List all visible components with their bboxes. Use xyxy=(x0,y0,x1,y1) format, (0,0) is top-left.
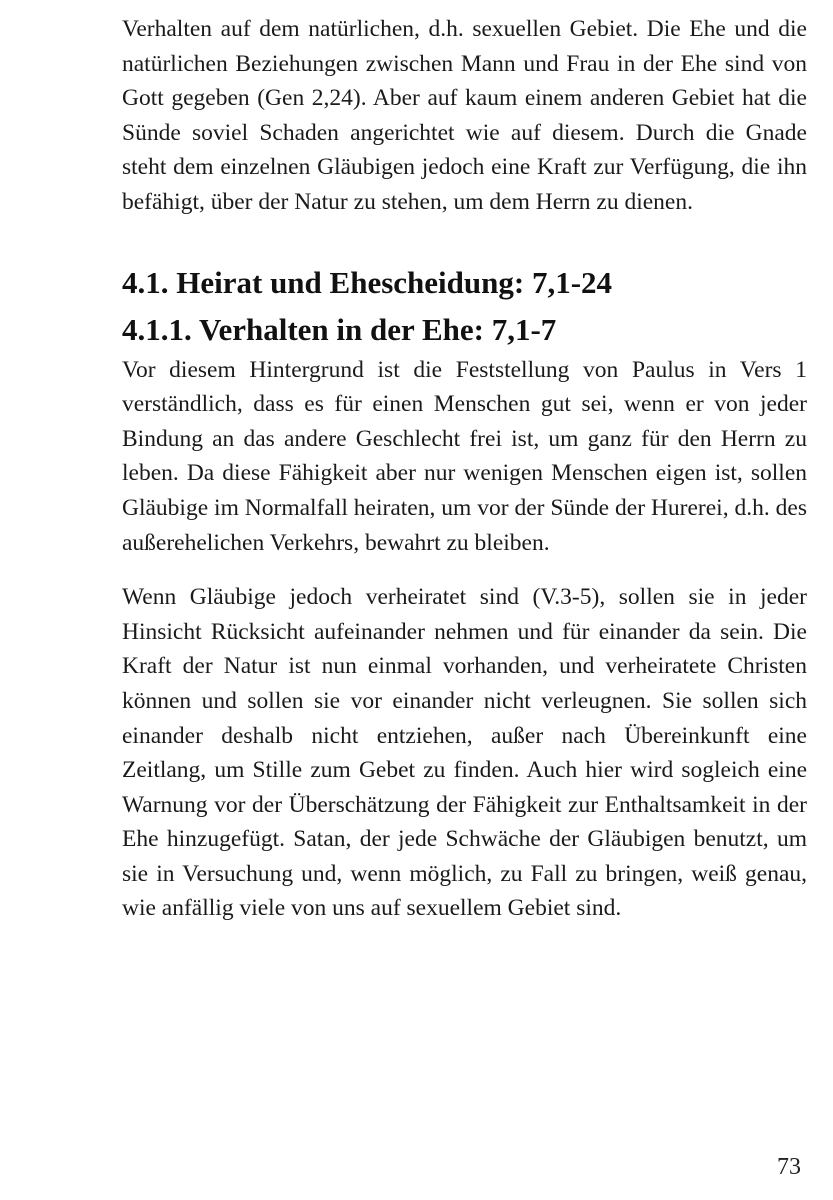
page-body xyxy=(122,12,807,926)
paragraph-2: Wenn Gläubige jedoch verheiratet sind (V.3-5), sollen sie in jeder Hinsicht Rücksicht aufeinander nehmen und für einander da sein. Die Kraft der Natur ist nun einmal vorhanden, und verheiratete Christen können und sollen sie vor einander nicht verleugnen. Sie sollen sich einander deshalb nicht entziehen, außer nach Übereinkunft eine Zeitlang, um Stille zum Gebet zu finden. Auch hier wird sogleich eine Warnung vor der Überschätzung der Fähigkeit zur Enthaltsamkeit in der Ehe hinzugefügt. Satan, der jede Schwäche der Gläubigen benutzt, um sie in Versuchung und, wenn möglich, zu Fall zu bringen, weiß genau, wie anfällig viele von uns auf sexuellem Gebiet sind. xyxy=(122,584,807,922)
subsection-heading: 4.1.1. Verhalten in der Ehe: 7,1-7 xyxy=(122,311,557,347)
paragraph-intro: Verhalten auf dem natürlichen, d.h. sexuellen Gebiet. Die Ehe und die natürlichen Beziehungen zwischen Mann und Frau in der Ehe sind von Gott gegeben (Gen 2,24). Aber auf kaum einem anderen Gebiet hat die Sünde soviel Schaden angerichtet wie auf diesem. Durch die Gnade steht dem einzelnen Gläubigen jedoch eine Kraft zur Verfügung, die ihn befähigt, über der Natur zu stehen, um dem Herrn zu dienen. xyxy=(122,16,807,215)
section-heading: 4.1. Heirat und Ehescheidung: 7,1-24 xyxy=(122,264,613,300)
paragraph-1: Vor diesem Hintergrund ist die Feststellung von Paulus in Vers 1 verständlich, dass es für einen Menschen gut sei, wenn er von jeder Bindung an das andere Geschlecht frei ist, um ganz für den Herrn zu leben. Da diese Fähigkeit aber nur wenigen Menschen eigen ist, sollen Gläubige im Normalfall heiraten, um vor der Sünde der Hurerei, d.h. des außerehelichen Verkehrs, bewahrt zu bleiben. xyxy=(122,356,807,556)
page-number: 73 xyxy=(777,1154,801,1180)
